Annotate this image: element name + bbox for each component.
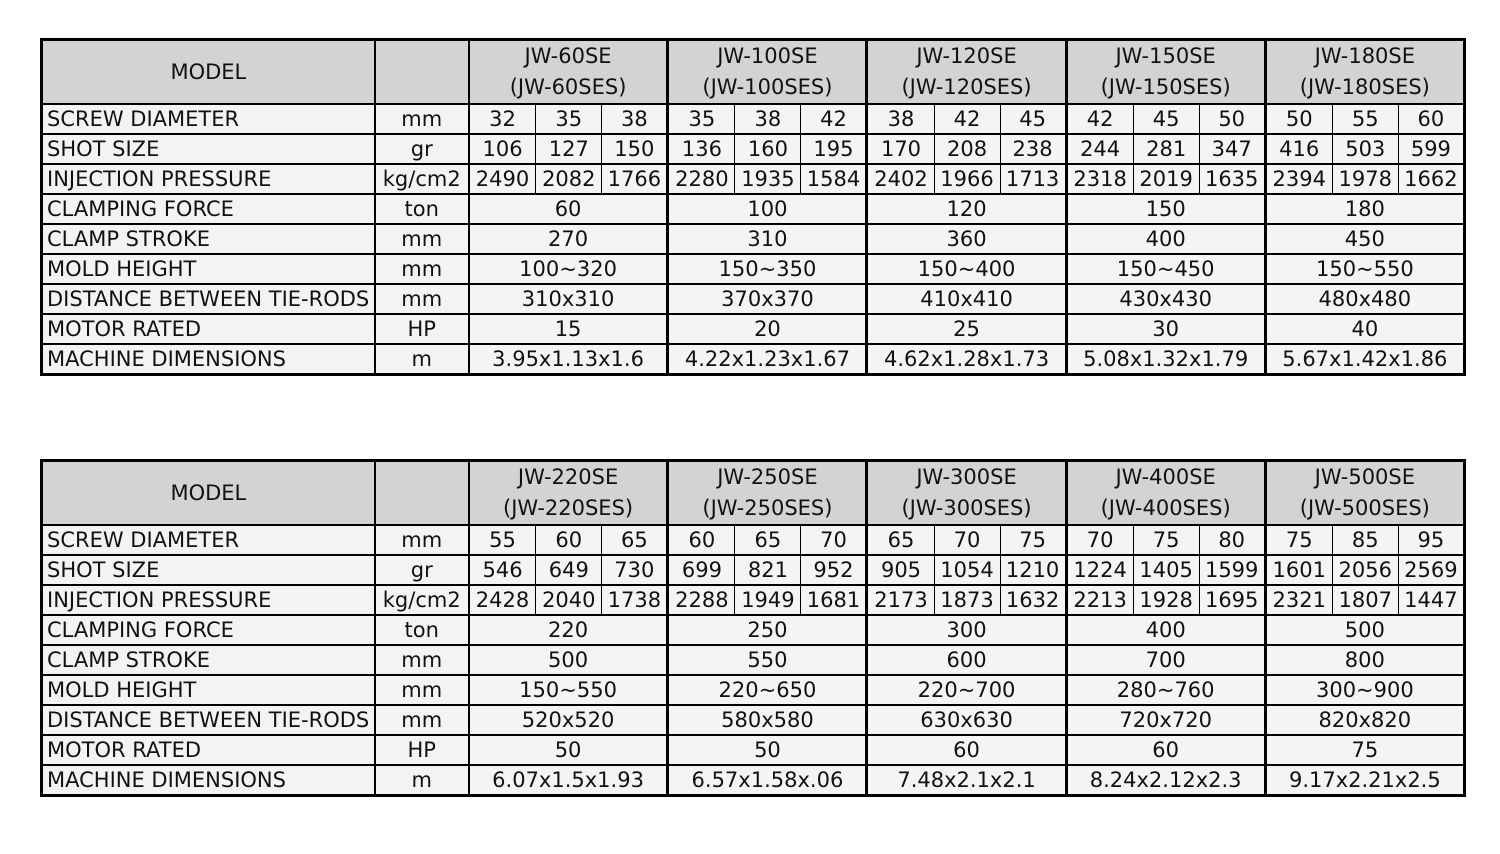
spec-value: 300~900 — [1265, 675, 1464, 705]
spec-value: 100 — [668, 194, 867, 224]
spec-value: 65 — [867, 525, 934, 555]
spec-row — [42, 344, 1465, 375]
spec-value: 410x410 — [867, 284, 1066, 314]
spec-value: 2321 — [1265, 585, 1332, 615]
spec-value: 208 — [934, 134, 1000, 164]
spec-value: 1873 — [934, 585, 1000, 615]
spec-unit: HP — [375, 735, 469, 765]
model-header — [1066, 461, 1265, 526]
spec-value: 120 — [867, 194, 1066, 224]
spec-value: 2056 — [1332, 555, 1398, 585]
spec-value: 75 — [1265, 525, 1332, 555]
spec-value: 42 — [801, 104, 867, 134]
spec-value: 500 — [469, 645, 668, 675]
spec-label: MACHINE DIMENSIONS — [42, 344, 375, 375]
spec-value: 42 — [934, 104, 1000, 134]
spec-value: 347 — [1199, 134, 1265, 164]
model-alt-name: (JW-220SES) — [503, 496, 634, 520]
spec-value: 300 — [867, 615, 1066, 645]
spec-value: 6.07x1.5x1.93 — [469, 765, 668, 796]
spec-value: 1584 — [801, 164, 867, 194]
spec-value: 150~450 — [1066, 254, 1265, 284]
spec-row — [42, 705, 1465, 735]
spec-row — [42, 735, 1465, 765]
spec-value: 546 — [469, 555, 536, 585]
spec-value: 310x310 — [469, 284, 668, 314]
spec-value: 1210 — [1000, 555, 1066, 585]
spec-value: 38 — [735, 104, 801, 134]
spec-value: 649 — [536, 555, 602, 585]
spec-unit: kg/cm2 — [375, 164, 469, 194]
spec-unit: gr — [375, 134, 469, 164]
spec-label: SCREW DIAMETER — [42, 104, 375, 134]
spec-value: 170 — [867, 134, 934, 164]
spec-value: 195 — [801, 134, 867, 164]
spec-row — [42, 675, 1465, 705]
spec-value: 70 — [1066, 525, 1133, 555]
model-alt-name: (JW-120SES) — [901, 75, 1032, 99]
spec-value: 32 — [469, 104, 536, 134]
spec-value: 50 — [1199, 104, 1265, 134]
spec-value: 150~550 — [469, 675, 668, 705]
header-row — [42, 461, 1465, 526]
spec-value: 2019 — [1133, 164, 1199, 194]
spec-value: 45 — [1000, 104, 1066, 134]
model-alt-name: (JW-300SES) — [901, 496, 1032, 520]
spec-value: 136 — [668, 134, 735, 164]
spec-value: 550 — [668, 645, 867, 675]
spec-label: SHOT SIZE — [42, 134, 375, 164]
spec-value: 2213 — [1066, 585, 1133, 615]
spec-value: 2402 — [867, 164, 934, 194]
spec-value: 310 — [668, 224, 867, 254]
spec-value: 50 — [668, 735, 867, 765]
spec-value: 75 — [1133, 525, 1199, 555]
spec-row — [42, 284, 1465, 314]
spec-value: 1681 — [801, 585, 867, 615]
spec-value: 270 — [469, 224, 668, 254]
spec-table-body — [42, 40, 1465, 375]
spec-value: 1054 — [934, 555, 1000, 585]
spec-value: 6.57x1.58x.06 — [668, 765, 867, 796]
spec-value: 55 — [1332, 104, 1398, 134]
model-header — [469, 461, 668, 526]
header-row — [42, 40, 1465, 105]
spec-value: 244 — [1066, 134, 1133, 164]
spec-value: 50 — [469, 735, 668, 765]
model-header — [1265, 461, 1464, 526]
spec-value: 15 — [469, 314, 668, 344]
spec-label: CLAMP STROKE — [42, 645, 375, 675]
spec-value: 1447 — [1398, 585, 1464, 615]
model-header — [469, 40, 668, 105]
spec-value: 45 — [1133, 104, 1199, 134]
spec-value: 503 — [1332, 134, 1398, 164]
spec-label: MOLD HEIGHT — [42, 254, 375, 284]
spec-value: 35 — [668, 104, 735, 134]
model-header — [668, 461, 867, 526]
spec-value: 1224 — [1066, 555, 1133, 585]
spec-value: 25 — [867, 314, 1066, 344]
spec-value: 180 — [1265, 194, 1464, 224]
spec-label: DISTANCE BETWEEN TIE-RODS — [42, 705, 375, 735]
spec-unit: mm — [375, 705, 469, 735]
spec-value: 1601 — [1265, 555, 1332, 585]
spec-value: 160 — [735, 134, 801, 164]
spec-value: 360 — [867, 224, 1066, 254]
spec-value: 599 — [1398, 134, 1464, 164]
spec-value: 60 — [1066, 735, 1265, 765]
spec-value: 150~550 — [1265, 254, 1464, 284]
spec-label: MACHINE DIMENSIONS — [42, 765, 375, 796]
spec-unit: mm — [375, 645, 469, 675]
model-alt-name: (JW-100SES) — [702, 75, 833, 99]
model-name: JW-300SE — [916, 465, 1017, 489]
spec-value: 821 — [735, 555, 801, 585]
spec-value: 7.48x2.1x2.1 — [867, 765, 1066, 796]
spec-value: 430x430 — [1066, 284, 1265, 314]
spec-value: 400 — [1066, 224, 1265, 254]
spec-unit: m — [375, 344, 469, 375]
spec-row — [42, 224, 1465, 254]
spec-value: 630x630 — [867, 705, 1066, 735]
spec-value: 60 — [867, 735, 1066, 765]
spec-label: MOTOR RATED — [42, 314, 375, 344]
spec-value: 60 — [536, 525, 602, 555]
model-name: JW-400SE — [1115, 465, 1216, 489]
spec-value: 42 — [1066, 104, 1133, 134]
spec-value: 2490 — [469, 164, 536, 194]
spec-value: 40 — [1265, 314, 1464, 344]
spec-unit: m — [375, 765, 469, 796]
spec-value: 70 — [801, 525, 867, 555]
spec-value: 730 — [602, 555, 668, 585]
spec-row — [42, 194, 1465, 224]
spec-value: 2082 — [536, 164, 602, 194]
spec-value: 9.17x2.21x2.5 — [1265, 765, 1464, 796]
spec-value: 50 — [1265, 104, 1332, 134]
spec-value: 1695 — [1199, 585, 1265, 615]
spec-value: 85 — [1332, 525, 1398, 555]
spec-value: 450 — [1265, 224, 1464, 254]
spec-unit: kg/cm2 — [375, 585, 469, 615]
spec-label: INJECTION PRESSURE — [42, 585, 375, 615]
spec-label: INJECTION PRESSURE — [42, 164, 375, 194]
model-header — [867, 40, 1066, 105]
model-alt-name: (JW-400SES) — [1100, 496, 1231, 520]
spec-value: 127 — [536, 134, 602, 164]
spec-value: 2173 — [867, 585, 934, 615]
model-header — [1066, 40, 1265, 105]
spec-value: 281 — [1133, 134, 1199, 164]
spec-value: 720x720 — [1066, 705, 1265, 735]
spec-row — [42, 314, 1465, 344]
model-label: MODEL — [42, 40, 375, 105]
spec-value: 400 — [1066, 615, 1265, 645]
model-name: JW-100SE — [717, 44, 818, 68]
spec-row — [42, 164, 1465, 194]
model-alt-name: (JW-180SES) — [1299, 75, 1430, 99]
spec-row — [42, 585, 1465, 615]
model-name: JW-220SE — [517, 465, 619, 489]
spec-value: 1635 — [1199, 164, 1265, 194]
spec-value: 220~700 — [867, 675, 1066, 705]
spec-value: 600 — [867, 645, 1066, 675]
spec-row — [42, 765, 1465, 796]
model-name: JW-250SE — [717, 465, 818, 489]
model-alt-name: (JW-60SES) — [509, 75, 627, 99]
spec-label: DISTANCE BETWEEN TIE-RODS — [42, 284, 375, 314]
model-name: JW-150SE — [1115, 44, 1216, 68]
spec-value: 150 — [602, 134, 668, 164]
spec-value: 60 — [668, 525, 735, 555]
spec-unit: gr — [375, 555, 469, 585]
spec-unit: mm — [375, 224, 469, 254]
spec-unit: ton — [375, 194, 469, 224]
spec-value: 580x580 — [668, 705, 867, 735]
spec-label: SCREW DIAMETER — [42, 525, 375, 555]
spec-unit: mm — [375, 284, 469, 314]
model-header — [668, 40, 867, 105]
unit-header — [375, 461, 469, 526]
spec-unit: mm — [375, 675, 469, 705]
spec-value: 2318 — [1066, 164, 1133, 194]
spec-label: MOLD HEIGHT — [42, 675, 375, 705]
model-alt-name: (JW-500SES) — [1299, 496, 1430, 520]
spec-value: 1738 — [602, 585, 668, 615]
model-alt-name: (JW-250SES) — [702, 496, 833, 520]
spec-value: 1632 — [1000, 585, 1066, 615]
spec-label: CLAMP STROKE — [42, 224, 375, 254]
model-name: JW-180SE — [1314, 44, 1416, 68]
model-label: MODEL — [42, 461, 375, 526]
spec-value: 480x480 — [1265, 284, 1464, 314]
spec-unit: mm — [375, 525, 469, 555]
spec-value: 370x370 — [668, 284, 867, 314]
spec-unit: mm — [375, 104, 469, 134]
spec-value: 5.08x1.32x1.79 — [1066, 344, 1265, 375]
model-header — [1265, 40, 1464, 105]
spec-value: 55 — [469, 525, 536, 555]
spec-row — [42, 645, 1465, 675]
spec-value: 1978 — [1332, 164, 1398, 194]
spec-value: 75 — [1000, 525, 1066, 555]
spec-value: 38 — [867, 104, 934, 134]
spec-value: 150~350 — [668, 254, 867, 284]
spec-value: 65 — [602, 525, 668, 555]
spec-value: 2428 — [469, 585, 536, 615]
spec-value: 2280 — [668, 164, 735, 194]
spec-value: 280~760 — [1066, 675, 1265, 705]
spec-value: 2569 — [1398, 555, 1464, 585]
spec-value: 905 — [867, 555, 934, 585]
spec-row — [42, 525, 1465, 555]
spec-value: 95 — [1398, 525, 1464, 555]
spec-value: 100~320 — [469, 254, 668, 284]
spec-value: 1662 — [1398, 164, 1464, 194]
spec-value: 30 — [1066, 314, 1265, 344]
spec-value: 520x520 — [469, 705, 668, 735]
spec-value: 60 — [469, 194, 668, 224]
spec-unit: ton — [375, 615, 469, 645]
model-name: JW-500SE — [1314, 465, 1416, 489]
spec-value: 150 — [1066, 194, 1265, 224]
spec-value: 1966 — [934, 164, 1000, 194]
spec-value: 60 — [1398, 104, 1464, 134]
spec-value: 3.95x1.13x1.6 — [469, 344, 668, 375]
spec-value: 820x820 — [1265, 705, 1464, 735]
spec-value: 4.62x1.28x1.73 — [867, 344, 1066, 375]
spec-value: 416 — [1265, 134, 1332, 164]
spec-value: 1599 — [1199, 555, 1265, 585]
spec-value: 1935 — [735, 164, 801, 194]
spec-value: 952 — [801, 555, 867, 585]
spec-value: 1713 — [1000, 164, 1066, 194]
model-alt-name: (JW-150SES) — [1100, 75, 1231, 99]
spec-table-1 — [40, 38, 1466, 376]
spec-unit: HP — [375, 314, 469, 344]
spec-value: 500 — [1265, 615, 1464, 645]
model-name: JW-60SE — [524, 44, 612, 68]
spec-value: 1766 — [602, 164, 668, 194]
model-header — [867, 461, 1066, 526]
spec-value: 75 — [1265, 735, 1464, 765]
spec-value: 38 — [602, 104, 668, 134]
spec-value: 220~650 — [668, 675, 867, 705]
spec-label: SHOT SIZE — [42, 555, 375, 585]
spec-value: 1949 — [735, 585, 801, 615]
spec-value: 238 — [1000, 134, 1066, 164]
spec-value: 5.67x1.42x1.86 — [1265, 344, 1464, 375]
spec-value: 250 — [668, 615, 867, 645]
spec-label: CLAMPING FORCE — [42, 615, 375, 645]
spec-row — [42, 615, 1465, 645]
spec-value: 2288 — [668, 585, 735, 615]
spec-value: 2040 — [536, 585, 602, 615]
spec-row — [42, 254, 1465, 284]
spec-value: 8.24x2.12x2.3 — [1066, 765, 1265, 796]
spec-value: 20 — [668, 314, 867, 344]
spec-value: 220 — [469, 615, 668, 645]
spec-value: 106 — [469, 134, 536, 164]
spec-value: 70 — [934, 525, 1000, 555]
spec-table-body — [42, 461, 1465, 796]
spec-value: 35 — [536, 104, 602, 134]
spec-value: 699 — [668, 555, 735, 585]
spec-value: 65 — [735, 525, 801, 555]
spec-row — [42, 134, 1465, 164]
spec-value: 1807 — [1332, 585, 1398, 615]
spec-value: 800 — [1265, 645, 1464, 675]
spec-table-2 — [40, 459, 1466, 797]
unit-header — [375, 40, 469, 105]
spec-value: 2394 — [1265, 164, 1332, 194]
spec-label: MOTOR RATED — [42, 735, 375, 765]
spec-value: 4.22x1.23x1.67 — [668, 344, 867, 375]
spec-value: 700 — [1066, 645, 1265, 675]
spec-unit: mm — [375, 254, 469, 284]
spec-label: CLAMPING FORCE — [42, 194, 375, 224]
spec-value: 80 — [1199, 525, 1265, 555]
spec-row — [42, 555, 1465, 585]
spec-value: 1405 — [1133, 555, 1199, 585]
spec-value: 150~400 — [867, 254, 1066, 284]
spec-row — [42, 104, 1465, 134]
model-name: JW-120SE — [916, 44, 1017, 68]
spec-value: 1928 — [1133, 585, 1199, 615]
